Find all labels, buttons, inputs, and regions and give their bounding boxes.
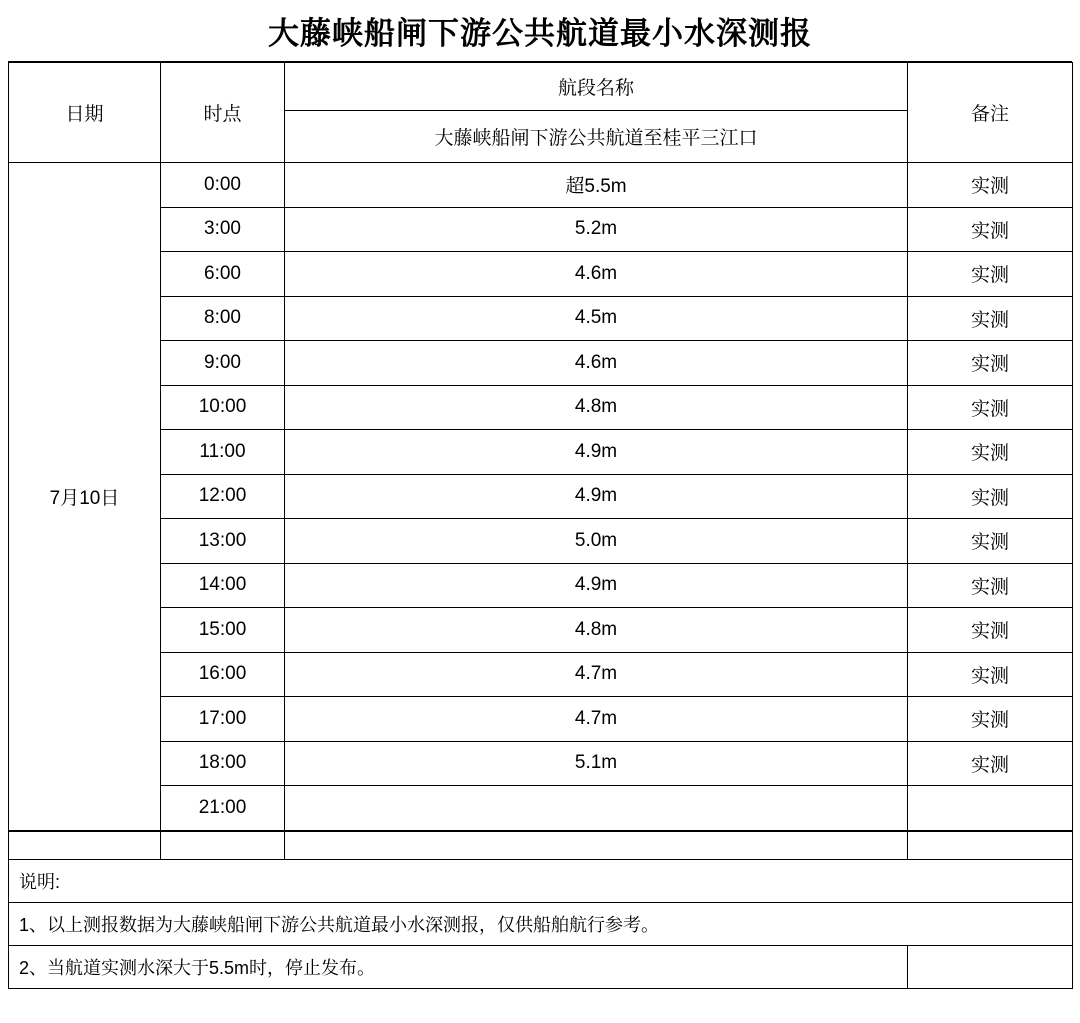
table-row (9, 608, 1073, 653)
header-time: 时点 (161, 63, 285, 163)
cell-remark: 实测 (908, 474, 1073, 519)
report-title-row (8, 0, 1072, 62)
table-row (9, 519, 1073, 564)
table-row (9, 563, 1073, 608)
cell-remark: 实测 (908, 385, 1073, 430)
cell-remark: 实测 (908, 163, 1073, 208)
cell-remark: 实测 (908, 430, 1073, 475)
table-row (9, 207, 1073, 252)
cell-time: 18:00 (161, 741, 285, 786)
spacer-row (9, 831, 1073, 859)
cell-remark: 实测 (908, 519, 1073, 564)
header-remark: 备注 (908, 63, 1073, 163)
cell-time: 13:00 (161, 519, 285, 564)
cell-depth: 4.6m (285, 252, 908, 297)
cell-time: 11:00 (161, 430, 285, 475)
cell-remark: 实测 (908, 296, 1073, 341)
cell-time: 17:00 (161, 697, 285, 742)
notes-heading-row (9, 859, 1073, 902)
cell-depth (285, 786, 908, 831)
header-date: 日期 (9, 63, 161, 163)
cell-remark: 实测 (908, 741, 1073, 786)
cell-depth: 4.5m (285, 296, 908, 341)
cell-time: 15:00 (161, 608, 285, 653)
spacer-cell-c (285, 831, 908, 859)
table-row (9, 385, 1073, 430)
spacer-cell-b (161, 831, 285, 859)
cell-time: 9:00 (161, 341, 285, 386)
cell-time: 3:00 (161, 207, 285, 252)
notes-table (8, 831, 1073, 989)
note-row (9, 945, 1073, 988)
header-fairway-group: 航段名称 (285, 63, 908, 111)
table-row (9, 786, 1073, 831)
cell-depth: 4.7m (285, 652, 908, 697)
table-header-row (9, 63, 1073, 111)
note-item-2: 2、当航道实测水深大于5.5m时，停止发布。 (9, 945, 908, 988)
cell-time: 21:00 (161, 786, 285, 831)
cell-remark: 实测 (908, 608, 1073, 653)
cell-time: 16:00 (161, 652, 285, 697)
cell-time: 10:00 (161, 385, 285, 430)
cell-time: 0:00 (161, 163, 285, 208)
note-row (9, 902, 1073, 945)
cell-remark: 实测 (908, 697, 1073, 742)
cell-depth: 4.6m (285, 341, 908, 386)
cell-depth: 4.9m (285, 430, 908, 475)
cell-time: 8:00 (161, 296, 285, 341)
spacer-cell-a (9, 831, 161, 859)
cell-remark: 实测 (908, 563, 1073, 608)
page-title: 大藤峡船闸下游公共航道最小水深测报 (268, 16, 812, 51)
table-row (9, 697, 1073, 742)
cell-remark: 实测 (908, 652, 1073, 697)
cell-depth: 4.9m (285, 474, 908, 519)
table-row (9, 652, 1073, 697)
cell-remark: 实测 (908, 341, 1073, 386)
spacer-cell-d (908, 831, 1073, 859)
water-depth-table (8, 62, 1073, 831)
cell-time: 14:00 (161, 563, 285, 608)
cell-depth: 5.2m (285, 207, 908, 252)
cell-depth: 4.9m (285, 563, 908, 608)
table-row (9, 252, 1073, 297)
table-row (9, 474, 1073, 519)
cell-time: 12:00 (161, 474, 285, 519)
table-row (9, 741, 1073, 786)
cell-depth: 超5.5m (285, 163, 908, 208)
header-fairway-name: 大藤峡船闸下游公共航道至桂平三江口 (285, 111, 908, 163)
cell-remark: 实测 (908, 207, 1073, 252)
cell-depth: 4.8m (285, 608, 908, 653)
notes-heading: 说明: (9, 859, 1073, 902)
cell-remark: 实测 (908, 252, 1073, 297)
cell-depth: 4.8m (285, 385, 908, 430)
table-row (9, 163, 1073, 208)
cell-depth: 5.1m (285, 741, 908, 786)
cell-depth: 5.0m (285, 519, 908, 564)
cell-date: 7月10日 (9, 163, 161, 831)
cell-depth: 4.7m (285, 697, 908, 742)
table-row (9, 296, 1073, 341)
cell-remark (908, 786, 1073, 831)
table-row (9, 430, 1073, 475)
cell-time: 6:00 (161, 252, 285, 297)
table-row (9, 341, 1073, 386)
note-trailing-cell (908, 945, 1073, 988)
note-item-1: 1、以上测报数据为大藤峡船闸下游公共航道最小水深测报，仅供船舶航行参考。 (9, 902, 1073, 945)
